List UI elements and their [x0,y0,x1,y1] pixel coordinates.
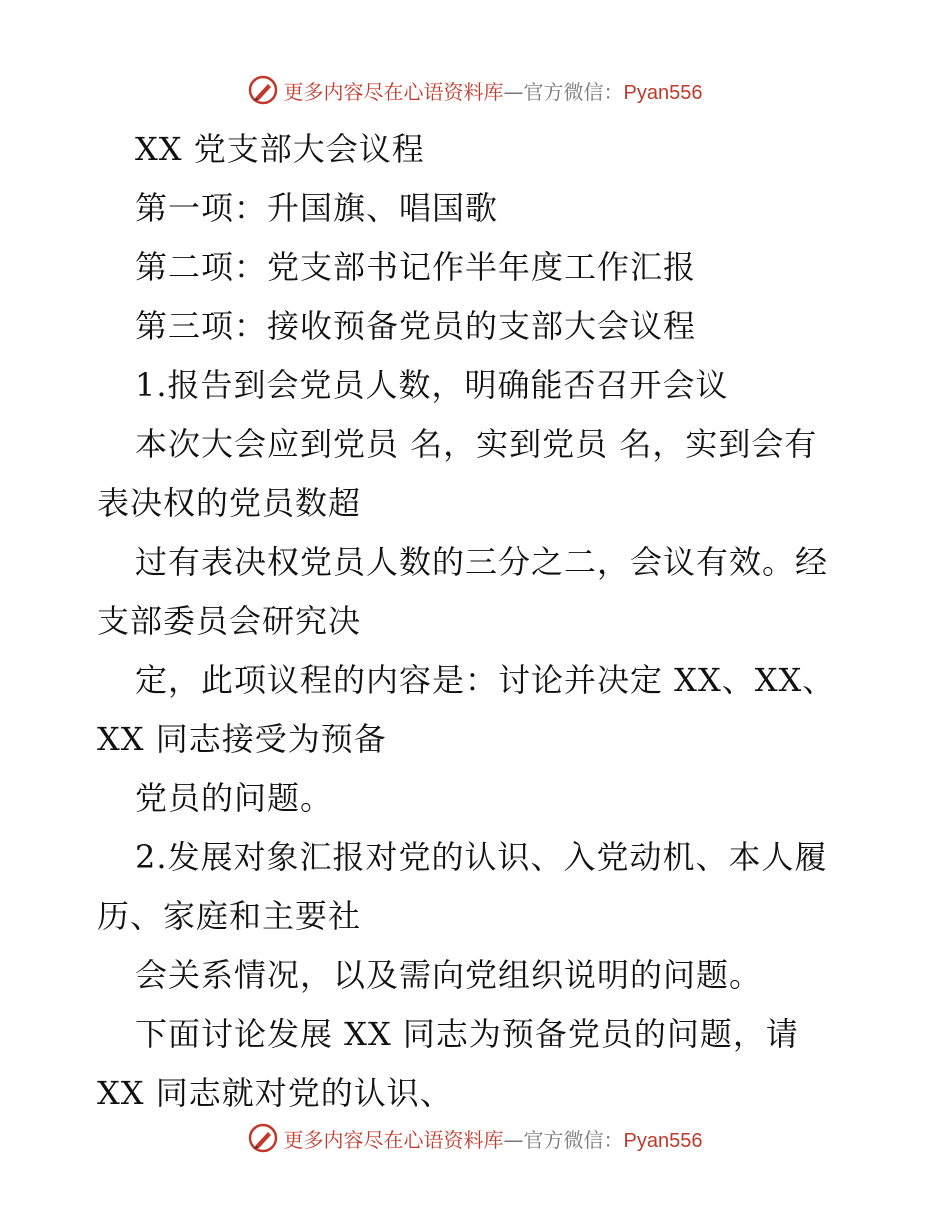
header-banner-slogan: 更多内容尽在心语资料库 [283,79,504,104]
header-banner-wechat-label: 官方微信： [523,79,624,104]
body-line: XX 同志接受为预备 [97,720,387,758]
footer-banner-separator: — [503,1127,524,1152]
pen-logo-icon [248,75,278,105]
body-line: 定，此项议程的内容是：讨论并决定 XX、XX、 [135,661,836,699]
footer-banner-slogan: 更多内容尽在心语资料库 [283,1127,504,1152]
body-line: 表决权的党员数超 [97,484,362,522]
footer-banner [0,1118,950,1158]
header-banner-separator: — [503,79,524,104]
header-banner-inner [248,75,703,105]
header-banner-text [284,76,703,105]
body-line: 党员的问题。 [135,779,334,817]
header-banner [0,70,950,110]
body-line: 支部委员会研究决 [97,602,362,640]
agenda-item-1: 第一项：升国旗、唱国歌 [135,189,499,227]
agenda-item-3: 第三项：接收预备党员的支部大会议程 [135,307,697,345]
body-line: 1.报告到会党员人数，明确能否召开会议 [135,366,729,404]
footer-banner-wechat-id: Pyan556 [623,1129,703,1152]
body-line: 2.发展对象汇报对党的认识、入党动机、本人履 [135,838,828,876]
body-line: 会关系情况，以及需向党组织说明的问题。 [135,956,763,994]
pen-logo-icon [248,1123,278,1153]
body-line: 过有表决权党员人数的三分之二，会议有效。经 [135,543,829,581]
body-line: 下面讨论发展 XX 同志为预备党员的问题，请 [135,1015,799,1053]
document-title: XX 党支部大会议程 [135,130,425,168]
body-line: 本次大会应到党员 名，实到党员 名，实到会有 [135,425,818,463]
document-body [97,120,857,1123]
agenda-item-2: 第二项：党支部书记作半年度工作汇报 [135,248,697,286]
footer-banner-text [284,1124,703,1153]
footer-banner-inner [248,1123,703,1153]
footer-banner-wechat-label: 官方微信： [523,1127,624,1152]
header-banner-wechat-id: Pyan556 [623,81,703,104]
body-line: XX 同志就对党的认识、 [97,1074,453,1112]
body-line: 历、家庭和主要社 [97,897,362,935]
